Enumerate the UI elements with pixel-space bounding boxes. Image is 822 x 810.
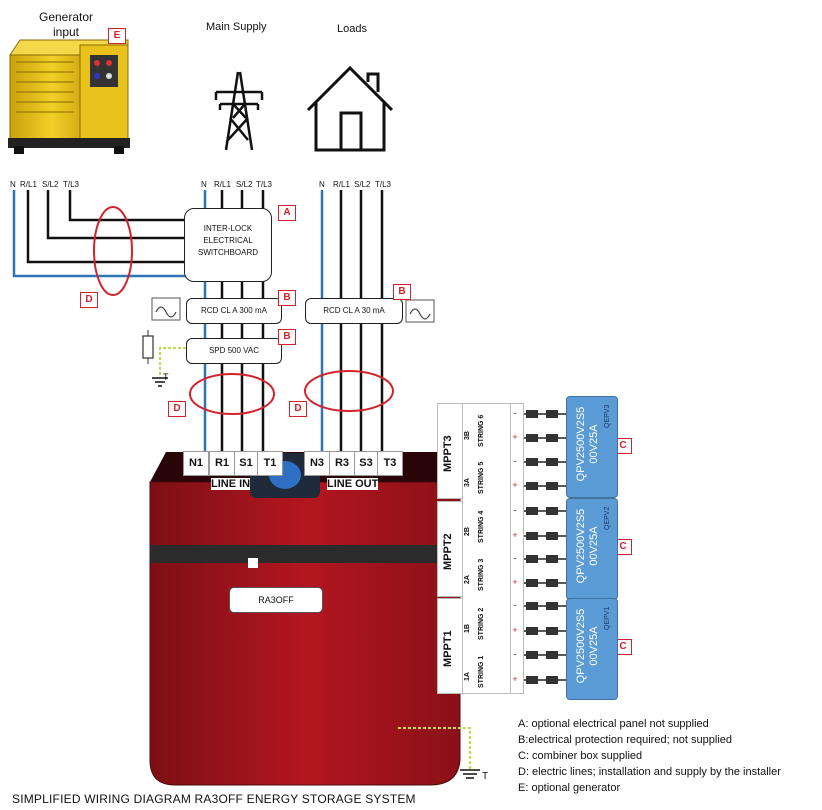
tag-d-in: D	[168, 401, 186, 417]
pol-minus-1: -	[513, 649, 517, 659]
rcd-symbol-icon-right	[406, 300, 434, 322]
main-supply-title: Main Supply	[206, 21, 267, 33]
combiner-tag-2: QEPV2	[604, 506, 611, 530]
string-name-4: STRING 4	[478, 510, 485, 543]
spd-ground-label: T	[163, 372, 169, 382]
tag-e: E	[108, 28, 126, 44]
main-phase-s: S/L2	[236, 180, 253, 189]
main-phase-r: R/L1	[214, 180, 231, 189]
string-code-1b: 1B	[464, 624, 471, 633]
tag-c1: C	[614, 639, 632, 655]
string-name-3: STRING 3	[478, 558, 485, 591]
gen-phase-n: N	[10, 180, 16, 189]
main-phase-n: N	[201, 180, 207, 189]
combiner-tag-1: QEPV1	[604, 606, 611, 630]
tag-a: A	[278, 205, 296, 221]
combiner-model-2: QPV2500V2S5 00V25A	[575, 508, 600, 584]
rcd-line-out: RCD CL A 30 mA	[305, 298, 403, 324]
loads-title: Loads	[337, 23, 367, 35]
gen-phase-t: T/L3	[63, 180, 80, 189]
tag-c3: C	[614, 438, 632, 454]
diagram-footer-title: SIMPLIFIED WIRING DIAGRAM RA3OFF ENERGY STORAGE SYSTEM	[12, 792, 416, 806]
legend-c: C: combiner box supplied	[518, 750, 643, 762]
main-phase-t: T/L3	[256, 180, 273, 189]
pol-minus-5: -	[513, 456, 517, 466]
device-label: RA3OFF	[229, 587, 323, 613]
generator-title: Generator input	[38, 10, 94, 39]
house-icon	[308, 68, 392, 150]
pv-connectors	[521, 414, 566, 680]
pol-plus-1: +	[512, 674, 518, 684]
load-phase-n: N	[319, 180, 325, 189]
tag-b-spd: B	[278, 329, 296, 345]
terminal-s1: S1	[234, 451, 258, 476]
gen-phase-s: S/L2	[42, 180, 59, 189]
rcd-line-in: RCD CL A 300 mA	[186, 298, 282, 324]
pol-plus-3: +	[512, 577, 518, 587]
battery-cabinet-image	[150, 452, 460, 785]
load-phase-t: T/L3	[375, 180, 392, 189]
pol-plus-2: +	[512, 625, 518, 635]
load-phase-r: R/L1	[333, 180, 350, 189]
string-code-2b: 2B	[464, 527, 471, 536]
terminal-t1: T1	[257, 451, 283, 476]
line-in-label: LINE IN	[211, 478, 251, 490]
terminal-n1: N1	[183, 451, 209, 476]
gen-wire-s	[48, 190, 186, 238]
string-name-1: STRING 1	[478, 655, 485, 688]
gen-wire-t	[70, 190, 186, 220]
cabinet-ground-label: T	[482, 771, 489, 782]
terminal-r1: R1	[209, 451, 235, 476]
string-code-1a: 1A	[464, 672, 471, 681]
combiner-model-1: QPV2500V2S5 00V25A	[575, 608, 600, 684]
legend-e: E: optional generator	[518, 782, 621, 794]
string-name-6: STRING 6	[478, 414, 485, 447]
terminal-t3: T3	[377, 451, 403, 476]
tag-d-gen: D	[80, 292, 98, 308]
combiner-model-3: QPV2500V2S5 00V25A	[575, 406, 600, 482]
string-table	[462, 403, 512, 694]
pol-minus-6: -	[513, 408, 517, 418]
string-code-3b: 3B	[464, 431, 471, 440]
terminal-r3: R3	[329, 451, 355, 476]
pol-plus-6: +	[512, 432, 518, 442]
tag-b-rcd-out: B	[393, 284, 411, 300]
legend-b: B:electrical protection required; not supplied	[518, 734, 733, 746]
combiner-tag-3: QEPV3	[604, 404, 611, 428]
pol-plus-4: +	[512, 530, 518, 540]
spd-box: SPD 500 VAC	[186, 338, 282, 364]
string-name-5: STRING 5	[478, 461, 485, 494]
mppt2-label: MPPT2	[442, 533, 454, 570]
mppt1-label: MPPT1	[442, 630, 454, 667]
wire-group-ellipse-out	[305, 371, 393, 411]
pol-minus-2: -	[513, 600, 517, 610]
generator-image	[8, 40, 130, 154]
tag-b-rcd-in: B	[278, 290, 296, 306]
legend-a: A: optional electrical panel not supplied	[518, 718, 709, 730]
wire-group-ellipse-in	[190, 374, 274, 414]
pylon-icon	[216, 72, 262, 150]
string-code-3a: 3A	[464, 478, 471, 487]
string-code-2a: 2A	[464, 575, 471, 584]
line-out-label: LINE OUT	[327, 478, 379, 490]
terminal-n3: N3	[304, 451, 330, 476]
gen-wire-r	[28, 190, 186, 262]
mppt3-label: MPPT3	[442, 435, 454, 472]
pv-connector-plugs	[526, 410, 558, 684]
tag-d-out: D	[289, 401, 307, 417]
legend-d: D: electric lines; installation and supply by the installer	[518, 766, 781, 778]
string-name-2: STRING 2	[478, 607, 485, 640]
pol-plus-5: +	[512, 480, 518, 490]
pol-minus-3: -	[513, 553, 517, 563]
terminal-s3: S3	[354, 451, 378, 476]
rcd-symbol-icon-left	[152, 298, 180, 320]
gen-phase-r: R/L1	[20, 180, 37, 189]
interlock-switchboard: INTER-LOCK ELECTRICAL SWITCHBOARD	[184, 208, 272, 282]
pol-minus-4: -	[513, 505, 517, 515]
load-phase-s: S/L2	[354, 180, 371, 189]
tag-c2: C	[614, 539, 632, 555]
